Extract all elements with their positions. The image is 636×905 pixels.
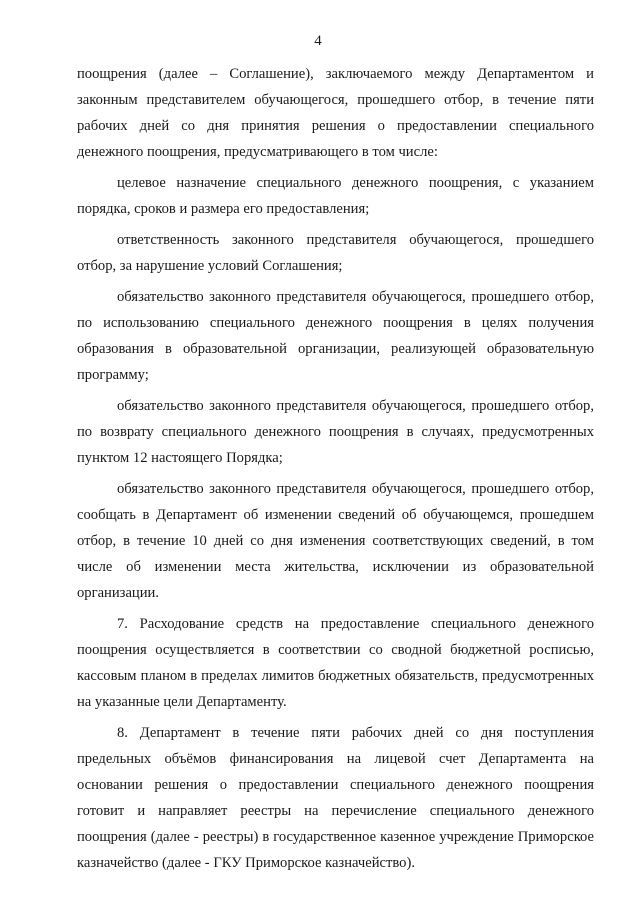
page-number: 4 [314,33,322,49]
paragraph-obligation-usage: обязательство законного представителя обучающегося, прошедшего отбор, по использованию специального денежного поощрения в целях получения образования в образовательной организации, реализующей образовательную программу; [77,289,594,383]
paragraph-obligation-return: обязательство законного представителя обучающегося, прошедшего отбор, по возврату специального денежного поощрения в случаях, предусмотренных пунктом 12 настоящего Порядка; [77,398,594,466]
paragraph-target-purpose: целевое назначение специального денежного поощрения, с указанием порядка, сроков и размера его предоставления; [77,175,594,217]
paragraph-obligation-notify: обязательство законного представителя обучающегося, прошедшего отбор, сообщать в Департамент об изменении сведений об обучающемся, прошедшем отбор, в течение 10 дней со дня изменения соответствующих сведений, в том числе об изменении места жительства, исключении из образовательной организации. [77,481,594,601]
paragraph-clause-8: 8. Департамент в течение пяти рабочих дней со дня поступления предельных объёмов финансирования на лицевой счет Департамента на основании решения о предоставлении специального денежного поощрения готовит и направляет реестры на перечисление специального денежного поощрения (далее - реестры) в государственное казенное учреждение Приморское казначейство (далее - ГКУ Приморское казначейство). [77,725,594,871]
paragraph-clause-7: 7. Расходование средств на предоставление специального денежного поощрения осуществляется в соответствии со сводной бюджетной росписью, кассовым планом в пределах лимитов бюджетных обязательств, предусмотренных на указанные цели Департаменту. [77,616,594,710]
paragraph-responsibility: ответственность законного представителя обучающегося, прошедшего отбор, за нарушение условий Соглашения; [77,232,594,274]
document-body [77,61,594,876]
paragraph-agreement-continuation: поощрения (далее – Соглашение), заключаемого между Департаментом и законным представителем обучающегося, прошедшего отбор, в течение пяти рабочих дней со дня принятия решения о предоставлении специального денежного поощрения, предусматривающего в том числе: [77,66,594,160]
